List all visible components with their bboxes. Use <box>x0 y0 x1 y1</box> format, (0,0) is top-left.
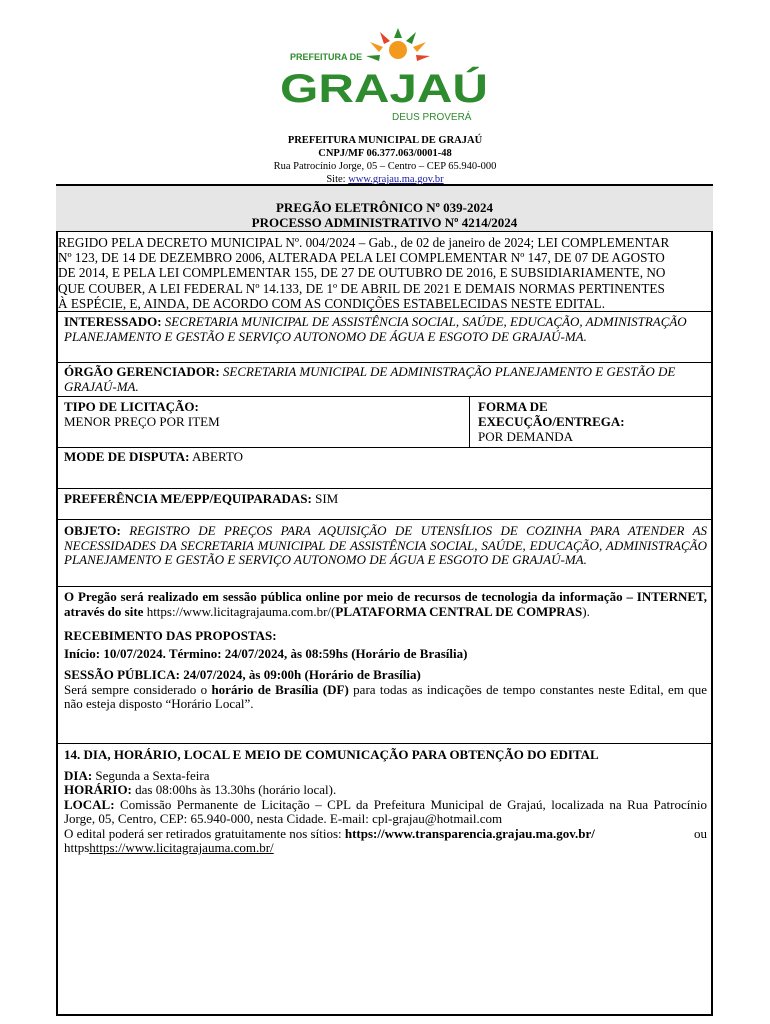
forma-value: POR DEMANDA <box>478 429 573 444</box>
tipo-licitacao-cell <box>56 397 470 447</box>
horario-line: HORÁRIO: das 08:00hs às 13.30hs (horário local). <box>64 782 337 797</box>
header-line1: PREFEITURA MUNICIPAL DE GRAJAÚ <box>287 135 483 146</box>
sessao-title: SESSÃO PÚBLICA: 24/07/2024, às 09:00h (Horário de Brasília) <box>64 667 421 682</box>
secao-14 <box>56 744 713 1014</box>
secao-14-title: 14. DIA, HORÁRIO, LOCAL E MEIO DE COMUNICAÇÃO PARA OBTENÇÃO DO EDITAL <box>64 747 599 762</box>
pregao-number: PREGÃO ELETRÔNICO Nº 039-2024 <box>275 200 493 215</box>
orgao-label: ÓRGÃO GERENCIADOR: <box>64 364 220 379</box>
modo-disputa-section <box>56 448 713 489</box>
objeto-section <box>56 520 713 587</box>
preferencia-value: SIM <box>315 491 339 506</box>
licitagrajau-link[interactable]: https://www.licitagrajauma.com.br/ <box>89 840 274 855</box>
edital-line: O edital poderá ser retirados gratuitamente nos sítios: https://www.transparencia.grajau.ma.gov.br/ ou <box>64 825 707 841</box>
regido-paragraph: REGIDO PELA DECRETO MUNICIPAL Nº. 004/2024 – Gab., de 02 de janeiro de 2024; LEI COMPLEMENTAR Nº 123, DE 14 DE DEZEMBRO 2006, ALTERADA PELA LEI COMPLEMENTAR Nº 147, DE 07 DE AGOSTO DE 2014, E PELA LEI COMPLEMENTAR 155, DE 27 DE OUTUBRO DE 2016, E SUBSIDIARIAMENTE, NO QUE COUBER, A LEI FEDERAL Nº 14.133, DE 1º DE ABRIL DE 2021 E DEMAIS NORMAS PERTINENTES À ESPÉCIE, E, AINDA, DE ACORDO COM AS CONDIÇÕES ESTABELECIDAS NESTE EDITAL. <box>58 235 670 311</box>
orgao-section <box>56 363 713 397</box>
forma-label-1: FORMA DE <box>478 399 548 414</box>
local-line: LOCAL: Comissão Permanente de Licitação – CPL da Prefeitura Municipal de Grajaú, localizada na Rua Patrocínio Jorge, 05, Centro, CEP: 65.940-000, nesta Cidade. E-mail: cpl-grajau@hotmail.com <box>64 796 707 826</box>
header-site: Site: www.grajau.ma.gov.br <box>326 174 444 185</box>
licita-link[interactable]: https://www.licitagrajauma.com.br/( <box>146 603 336 619</box>
sun-icon <box>366 28 430 61</box>
logo-name: GRAJAÚ <box>280 67 449 111</box>
modo-label: MODE DE DISPUTA: <box>64 449 190 464</box>
sessao-text: Será sempre considerado o horário de Brasília (DF) para todas as indicações de tempo constantes neste Edital, em que não esteja disposto “Horário Local”. <box>64 681 707 711</box>
interessado-value: SECRETARIA MUNICIPAL DE ASSISTÊNCIA SOCIAL, SAÚDE, EDUCAÇÃO, ADMINISTRAÇÃO PLANEJAMENTO E GESTÃO E SERVIÇO AUTONOMO DE ÁGUA E ESGOTO DE GRAJAÚ-MA. <box>64 314 687 344</box>
pregao-section <box>56 587 713 744</box>
licita-line: httpshttps://www.licitagrajauma.com.br/ <box>64 840 274 855</box>
objeto-label: OBJETO: <box>64 523 121 538</box>
header-block <box>0 134 770 186</box>
transparencia-link[interactable]: https://www.transparencia.grajau.ma.gov.br/ <box>344 825 595 841</box>
orgao-value: SECRETARIA MUNICIPAL DE ADMINISTRAÇÃO PLANEJAMENTO E GESTÃO DE GRAJAÚ-MA. <box>64 364 676 394</box>
objeto-value: REGISTRO DE PREÇOS PARA AQUISIÇÃO DE UTENSÍLIOS DE COZINHA PARA ATENDER AS NECESSIDADES DA SECRETARIA MUNICIPAL DE ASSISTÊNCIA SOCIAL, SAÚDE, EDUCAÇÃO, ADMINISTRAÇÃO PLANEJAMENTO E GESTÃO E SERVIÇO AUTONOMO DE ÁGUA E ESGOTO DE GRAJAÚ-MA. <box>64 523 708 567</box>
tipo-label: TIPO DE LICITAÇÃO: <box>64 399 199 414</box>
header-address: Rua Patrocínio Jorge, 05 – Centro – CEP 65.940-000 <box>273 161 497 172</box>
header-cnpj: CNPJ/MF 06.377.063/0001-48 <box>318 148 452 159</box>
dia-line: DIA: Segunda a Sexta-feira <box>64 767 210 783</box>
logo-tagline: DEUS PROVERÁ <box>392 112 472 123</box>
recebimento-title: RECEBIMENTO DAS PROPOSTAS: <box>64 628 277 643</box>
processo-number: PROCESSO ADMINISTRATIVO Nº 4214/2024 <box>251 215 518 230</box>
forma-label-2: EXECUÇÃO/ENTREGA: <box>478 414 625 429</box>
prefeitura-logo <box>280 28 490 124</box>
interessado-section <box>56 313 713 363</box>
tipo-value: MENOR PREÇO POR ITEM <box>64 414 220 429</box>
modo-value: ABERTO <box>191 449 243 464</box>
edital-title <box>56 186 713 232</box>
interessado-label: INTERESSADO: <box>64 314 162 329</box>
preferencia-label: PREFERÊNCIA ME/EPP/EQUIPARADAS: <box>64 491 312 506</box>
preferencia-section <box>56 489 713 520</box>
forma-execucao-cell <box>470 397 713 447</box>
pregao-paragraph: O Pregão será realizado em sessão pública online por meio de recursos de tecnologia da informação – INTERNET, através do site https://www.licitagrajauma.com.br/(PLATAFORMA CENTRAL DE COMPRAS). <box>64 589 707 619</box>
site-link[interactable]: www.grajau.ma.gov.br <box>348 174 444 185</box>
logo-prefeitura-de: PREFEITURA DE <box>290 52 363 62</box>
recebimento-dates: Início: 10/07/2024. Término: 24/07/2024, às 08:59hs (Horário de Brasília) <box>64 645 468 661</box>
